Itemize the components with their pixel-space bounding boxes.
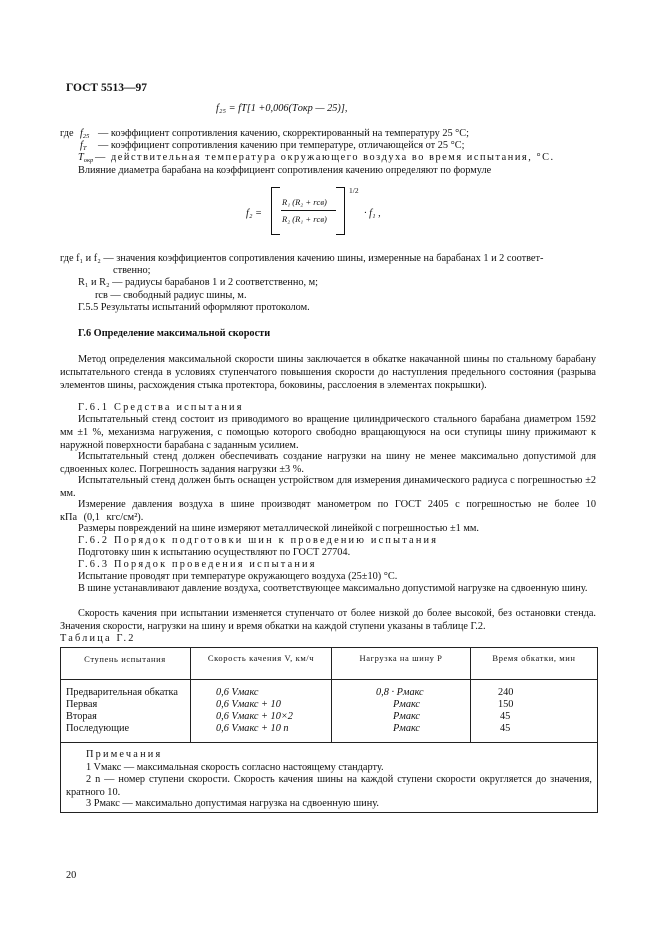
table-row-1-time: 150: [498, 699, 514, 710]
formula2-tail: · f₁ ,: [364, 208, 381, 219]
paragraph-temperature: Испытание проводят при температуре окружающего воздуха (25±10) °С.: [78, 571, 398, 582]
symbol-fT: $f_T$: [80, 140, 87, 152]
table-header-speed: Скорость качения V, км/ч: [207, 653, 315, 663]
formula-f25: f₂₅ = fT[1 +0,006(Tокр — 25)],: [216, 103, 348, 114]
table-header-time: Время обкатки, мин: [492, 653, 576, 663]
symbol-f25: $f_{25}$: [80, 128, 90, 140]
table-row-1-load: Pмакс: [393, 699, 421, 710]
paragraph-pressure-set: В шине устанавливают давление воздуха, соответствующее максимально допустимой нагрузке на сдвоенную шину.: [78, 583, 588, 594]
table-col-divider-3: [470, 647, 471, 743]
table-col-divider-2: [331, 647, 332, 743]
paragraph-method: Метод определения максимальной скорости шины заключается в обкатке накачанной шины по стальному барабану испытательного стенда в условиях ступенчатого повышения скорости до наступления предельного состояния (разрыва элементов шины, расхождения стыка протектора, боковины, расслоения в элементах покрышки).: [60, 354, 596, 391]
where-prefix: где: [60, 128, 74, 139]
section-g55: Г.5.5 Результаты испытаний оформляют протоколом.: [78, 302, 310, 313]
table-row-2-speed: 0,6 Vмакс + 10×2: [216, 711, 293, 722]
table-header-divider: [60, 679, 598, 680]
table-row-1-speed: 0,6 Vмакс + 10: [216, 699, 281, 710]
paragraph-radius: Испытательный стенд должен быть оснащен устройством для измерения динамического радиуса с погрешностью ±2 мм.: [60, 475, 596, 499]
fraction-bar: [281, 210, 336, 211]
table-row-0-time: 240: [498, 687, 514, 698]
fT-description: — коэффициент сопротивления качению при температуре, отличающейся от 25 °С;: [98, 140, 465, 151]
symbol-Tokr: $T_{окр}$: [78, 152, 94, 164]
table-row-2-stage: Вторая: [66, 711, 97, 722]
table-row-0-stage: Предварительная обкатка: [66, 687, 178, 698]
paragraph-prep: Подготовку шин к испытанию осуществляют по ГОСТ 27704.: [78, 547, 351, 558]
table-row-3-stage: Последующие: [66, 723, 130, 734]
table-row-2-time: 45: [500, 711, 511, 722]
bracket-right: [336, 187, 345, 235]
table-border-bottom: [60, 812, 598, 813]
table-border-left: [60, 647, 61, 813]
table-row-3-time: 45: [500, 723, 511, 734]
drum-intro: Влияние диаметра барабана на коэффициент сопротивления качению определяют по формуле: [78, 165, 492, 176]
section-g61: Г.6.1 Средства испытания: [78, 402, 244, 413]
document-id: ГОСТ 5513—97: [66, 82, 147, 94]
formula2-lhs: f₂ =: [246, 208, 262, 219]
f25-description: — коэффициент сопротивления качению, скорректированный на температуру 25 °С;: [98, 128, 470, 139]
section-g6-title: Г.6 Определение максимальной скорости: [78, 328, 271, 339]
paragraph-load: Испытательный стенд должен обеспечивать создание нагрузки на шину не менее максимально допустимой для сдвоенных колес. Погрешность задания нагрузки ±3 %.: [60, 451, 596, 475]
where2-line1b: ственно;: [113, 265, 151, 276]
section-g63: Г.6.3 Порядок проведения испытания: [78, 559, 317, 570]
page-number: 20: [66, 870, 77, 881]
paragraph-speed-steps: Скорость качения при испытании изменяется ступенчато от более низкой до более высокой, без остановки стенда. Значения скорости, нагрузки на шину и время обкатки на каждой ступени указаны в таблице Г.2.: [60, 608, 596, 632]
table-row-1-stage: Первая: [66, 699, 98, 710]
where2-line3: rсв — свободный радиус шины, м.: [95, 290, 247, 301]
table-header-load: Нагрузка на шину P: [359, 653, 443, 663]
table-row-2-load: Pмакс: [393, 711, 421, 722]
paragraph-stand: Испытательный стенд состоит из приводимого во вращение цилиндрического стального барабана диаметром 1592 мм ±1 %, механизма нагружения, с помощью которого свободно вращающуюся на оси ступицы шину прижимают к наружной поверхности барабана с заданным усилием.: [60, 414, 596, 451]
notes-title: Примечания: [86, 749, 163, 760]
Tokr-description: — действительная температура окружающего воздуха во время испытания, °С.: [95, 152, 555, 163]
table-row-3-load: Pмакс: [393, 723, 421, 734]
table-row-0-load: 0,8 · Pмакс: [376, 687, 424, 698]
table-border-right: [597, 647, 598, 813]
note-2: 2 n — номер ступени скорости. Скорость качения шины на каждой ступени скорости округляется до значения, кратного 10.: [66, 774, 592, 798]
bracket-left: [271, 187, 280, 235]
note-1: 1 Vмакс — максимальная скорость согласно настоящему стандарту.: [86, 762, 384, 773]
paragraph-pressure: Измерение давления воздуха в шине производят манометром по ГОСТ 2405 с погрешностью не более 10 кПа (0,1 кгс/см²).: [60, 499, 596, 523]
note-3: 3 Pмакс — максимально допустимая нагрузка на сдвоенную шину.: [86, 798, 379, 809]
formula2-denominator: R₂ (R₁ + rсв): [282, 214, 327, 224]
formula2-exponent: 1/2: [349, 186, 359, 195]
paragraph-damage: Размеры повреждений на шине измеряют металлической линейкой с погрешностью ±1 мм.: [78, 523, 479, 534]
table-col-divider-1: [190, 647, 191, 743]
section-g62: Г.6.2 Порядок подготовки шин к проведению испытания: [78, 535, 439, 546]
table-row-3-speed: 0,6 Vмакс + 10 n: [216, 723, 289, 734]
formula2-numerator: R₁ (R₂ + rсв): [282, 197, 327, 207]
table-notes-divider: [60, 742, 598, 743]
table-row-0-speed: 0,6 Vмакс: [216, 687, 259, 698]
table-border-top: [60, 647, 598, 648]
where2-line1: где f₁ и f₂ — значения коэффициентов сопротивления качению шины, измеренные на барабанах 1 и 2 соответ-: [60, 253, 544, 264]
table-header-stage: Ступень испытания: [84, 654, 166, 664]
table-caption: Таблица Г.2: [60, 633, 136, 644]
where2-line2: R₁ и R₂ — радиусы барабанов 1 и 2 соответственно, м;: [78, 277, 319, 288]
